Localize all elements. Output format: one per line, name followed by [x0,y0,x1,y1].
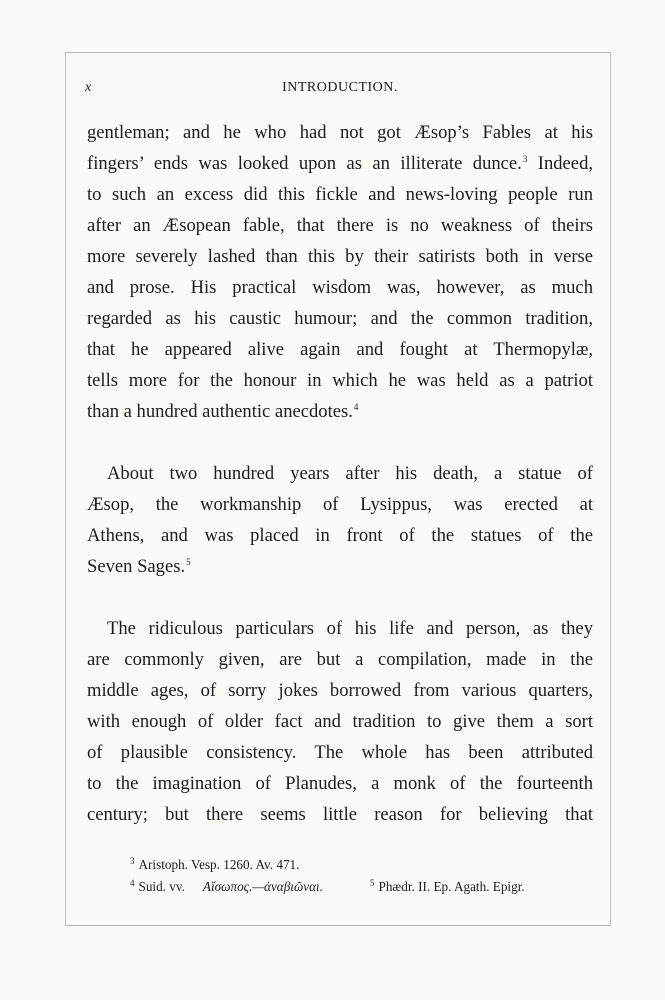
paragraph-1-line-5: more severely lashed than this by their satirists both in verse [87,246,593,267]
footnotes [130,854,600,898]
paragraph-1-line-1: gentleman; and he who had not got Æsop’s Fables at his [87,122,593,143]
paragraph-1-line-10 [87,396,593,427]
paragraph-2-line-4 [87,551,593,582]
running-title: INTRODUCTION. [282,80,398,95]
footnote-ref-5: 5 [186,556,191,567]
paragraph-1-line-2-continuation: Indeed, [527,153,594,174]
paragraph-1-line-4: after an Æsopean fable, that there is no weakness of theirs [87,215,593,236]
paragraph-1-line-7: regarded as his caustic humour; and the common tradition, [87,308,593,329]
footnote-3-text: Aristoph. Vesp. 1260. Av. 471. [138,857,300,872]
page-number: x [85,80,92,95]
footnote-row-4-5 [130,876,600,898]
footnote-4: 4 Suid. vv. Αἴσωπος.—ἀναβιῶναι. [130,876,323,898]
footnote-5-text: Phædr. II. Ep. Agath. Epigr. [378,879,525,894]
paragraph-1-line-10-text: than a hundred authentic anecdotes. [87,401,353,422]
page-border-left [65,52,66,925]
paragraph-3-line-3: middle ages, of sorry jokes borrowed from various quarters, [87,680,593,701]
footnote-ref-4: 4 [353,401,359,412]
page-border-right [610,52,611,925]
body-text [87,117,593,830]
paragraph-3-line-5: of plausible consistency. The whole has been attributed [87,742,593,763]
paragraph-3-line-2: are commonly given, are but a compilation, made in the [87,649,593,670]
page-border-bottom [65,925,610,926]
paragraph-2-line-1: About two hundred years after his death, a statue of [107,463,593,484]
paragraph-1-line-6: and prose. His practical wisdom was, however, as much [87,277,593,298]
paragraph-3-line-4: with enough of older fact and tradition to give them a sort [87,711,593,732]
paragraph-3-line-1: The ridiculous particulars of his life and person, as they [107,618,593,639]
paragraph-1-line-2 [87,148,593,179]
page-header [85,80,595,100]
page-border-top [65,52,610,53]
footnote-5: 5 Phædr. II. Ep. Agath. Epigr. [370,876,525,898]
paragraph-3-line-7: century; but there seems little reason for believing that [87,804,593,825]
paragraph-2-line-2: Æsop, the workmanship of Lysippus, was erected at [87,494,593,515]
paragraph-1-line-3: to such an excess did this fickle and news-loving people run [87,184,593,205]
paragraph-2-line-4-text: Seven Sages. [87,556,186,577]
paragraph-3-line-6: to the imagination of Planudes, a monk of the fourteenth [87,773,593,794]
footnote-3: 3 Aristoph. Vesp. 1260. Av. 471. [130,854,600,876]
paragraph-2-line-3: Athens, and was placed in front of the statues of the [87,525,593,546]
paragraph-1-line-8: that he appeared alive again and fought at Thermopylæ, [87,339,593,360]
footnote-4-text: Suid. vv. [138,879,185,894]
footnote-ref-3: 3 [522,153,528,164]
paragraph-1-line-2-text: fingers’ ends was looked upon as an illiterate dunce. [87,153,522,174]
paragraph-1-line-9: tells more for the honour in which he was held as a patriot [87,370,593,391]
footnote-4-greek: Αἴσωπος.—ἀναβιῶναι. [202,879,324,894]
